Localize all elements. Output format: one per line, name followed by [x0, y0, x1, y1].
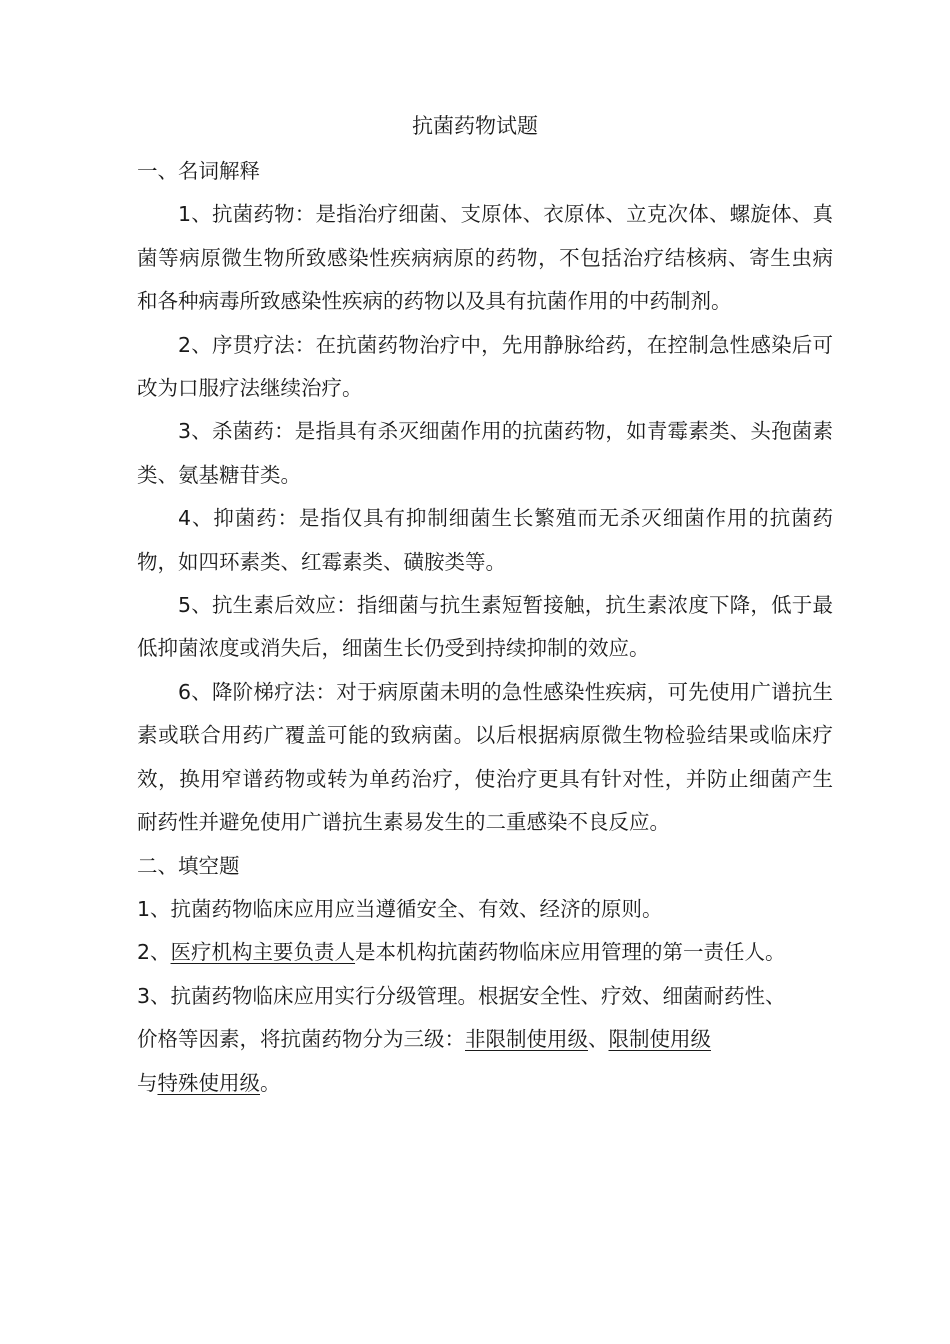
definition-sequential-therapy: 2、序贯疗法：在抗菌药物治疗中，先用静脉给药，在控制急性感染后可改为口服疗法继续治疗。 [137, 332, 833, 401]
q3-line3-prefix: 与 [137, 1070, 158, 1095]
section-heading-definitions: 一、名词解释 [137, 159, 260, 183]
fill-question-1: 1、抗菌药物临床应用应当遵循安全、有效、经济的原则。 [137, 896, 663, 921]
fill-question-3-line2 [137, 1018, 833, 1061]
q2-answer: 医疗机构主要负责人 [170, 940, 356, 965]
definition-bactericidal: 3、杀菌药：是指具有杀灭细菌作用的抗菌药物，如青霉素类、头孢菌素类、氨基糖苷类。 [137, 419, 833, 487]
definition-post-antibiotic-effect: 5、抗生素后效应：指细菌与抗生素短暂接触，抗生素浓度下降，低于最低抑菌浓度或消失后，细菌生长仍受到持续抑制的效应。 [137, 593, 833, 661]
section-heading-fill-blank: 二、填空题 [137, 853, 240, 878]
q3-answer-3: 特殊使用级 [157, 1070, 260, 1095]
q3-line2-prefix: 价格等因素，将抗菌药物分为三级： [137, 1027, 465, 1052]
document-body [137, 150, 833, 1105]
fill-question-3-line3 [137, 1062, 833, 1105]
q3-sep: 、 [588, 1027, 609, 1052]
q3-answer-2: 限制使用级 [608, 1027, 711, 1052]
q2-suffix: 是本机构抗菌药物临床应用管理的第一责任人。 [355, 940, 786, 965]
page-title: 抗菌药物试题 [412, 114, 538, 138]
definition-bacteriostatic: 4、抑菌药：是指仅具有抑制细菌生长繁殖而无杀灭细菌作用的抗菌药物，如四环素类、红霉素类、磺胺类等。 [137, 506, 833, 574]
q3-answer-1: 非限制使用级 [465, 1027, 588, 1052]
definition-antibacterial: 1、抗菌药物：是指治疗细菌、支原体、衣原体、立克次体、螺旋体、真菌等病原微生物所致感染性疾病病原的药物，不包括治疗结核病、寄生虫病和各种病毒所致感染性疾病的药物以及具有抗菌作用的中药制剂。 [137, 202, 833, 314]
q3-end: 。 [260, 1070, 281, 1095]
fill-question-2 [137, 931, 833, 974]
q2-prefix: 2、 [137, 940, 171, 965]
fill-question-3-line1: 3、抗菌药物临床应用实行分级管理。根据安全性、疗效、细菌耐药性、 [137, 983, 786, 1008]
definition-de-escalation: 6、降阶梯疗法：对于病原菌未明的急性感染性疾病，可先使用广谱抗生素或联合用药广覆盖可能的致病菌。以后根据病原微生物检验结果或临床疗效，换用窄谱药物或转为单药治疗，使治疗更具有针对性，并防止细菌产生耐药性并避免使用广谱抗生素易发生的二重感染不良反应。 [137, 679, 833, 835]
